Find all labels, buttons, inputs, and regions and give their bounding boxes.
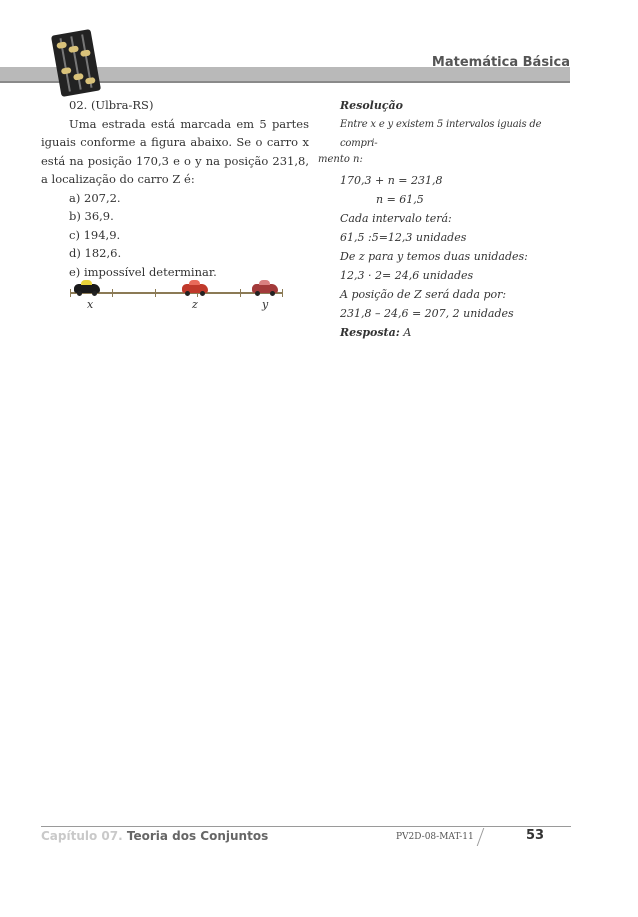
resolution-line: A posição de Z será dada por: (340, 288, 507, 301)
chapter-prefix: Capítulo 07. (41, 829, 123, 843)
car-x-icon (74, 284, 100, 293)
label-z: z (192, 298, 198, 311)
option-label: a) (69, 190, 81, 205)
answer-line (318, 323, 573, 342)
resolution-line: 12,3 · 2= 24,6 unidades (340, 269, 474, 282)
option-c (41, 226, 309, 245)
option-label: c) (69, 227, 80, 242)
question-block (41, 96, 309, 281)
option-d (41, 244, 309, 263)
option-label: b) (69, 209, 81, 223)
footer-rule (41, 826, 571, 827)
resolution-line: 231,8 – 24,6 = 207, 2 unidades (340, 307, 514, 320)
option-text: 182,6. (84, 246, 122, 260)
car-y-icon (252, 284, 278, 293)
chapter-title: Teoria dos Conjuntos (126, 829, 269, 843)
resolution-line: 61,5 :5=12,3 unidades (340, 231, 467, 244)
resolution-line: De z para y temos duas unidades: (340, 250, 528, 263)
footer-code: PV2D-08-MAT-11 (396, 832, 474, 842)
resolution-block (318, 96, 573, 342)
resolution-line: Entre x e y existem 5 intervalos iguais de compri- (340, 119, 542, 149)
option-text: 36,9. (84, 209, 114, 223)
resolution-line: 170,3 + n = 231,8 (340, 174, 443, 187)
resolution-line: n = 61,5 (376, 193, 424, 206)
footer-chapter (41, 829, 268, 843)
options-list (41, 189, 309, 282)
road-line (70, 292, 283, 311)
question-number: 02. (Ulbra-RS) (69, 98, 154, 112)
abacus-logo (51, 29, 101, 97)
car-z-icon (182, 284, 208, 293)
answer-label: Resposta: (340, 326, 400, 339)
option-e (41, 263, 309, 282)
resolution-line: Cada intervalo terá: (340, 212, 452, 225)
option-b (41, 207, 309, 226)
page-number: 53 (526, 828, 545, 843)
footer-separator (477, 828, 505, 846)
label-y: y (262, 298, 269, 311)
option-text: 194,9. (83, 227, 121, 242)
option-text: 207,2. (84, 190, 121, 205)
resolution-line: mento n: (318, 154, 363, 165)
label-x: x (87, 298, 94, 311)
option-a (41, 189, 309, 208)
option-label: d) (69, 246, 81, 260)
question-text: Uma estrada está marcada em 5 partes iguais conforme a figura abaixo. Se o carro x está na posição 170,3 e o y na posição 231,8, a localização do carro Z é: (41, 116, 309, 186)
answer-value: A (403, 326, 412, 339)
option-text: impossível determinar. (83, 264, 217, 279)
option-label: e) (69, 264, 81, 279)
resolution-title: Resolução (340, 99, 404, 112)
header-title: Matemática Básica (431, 55, 570, 70)
